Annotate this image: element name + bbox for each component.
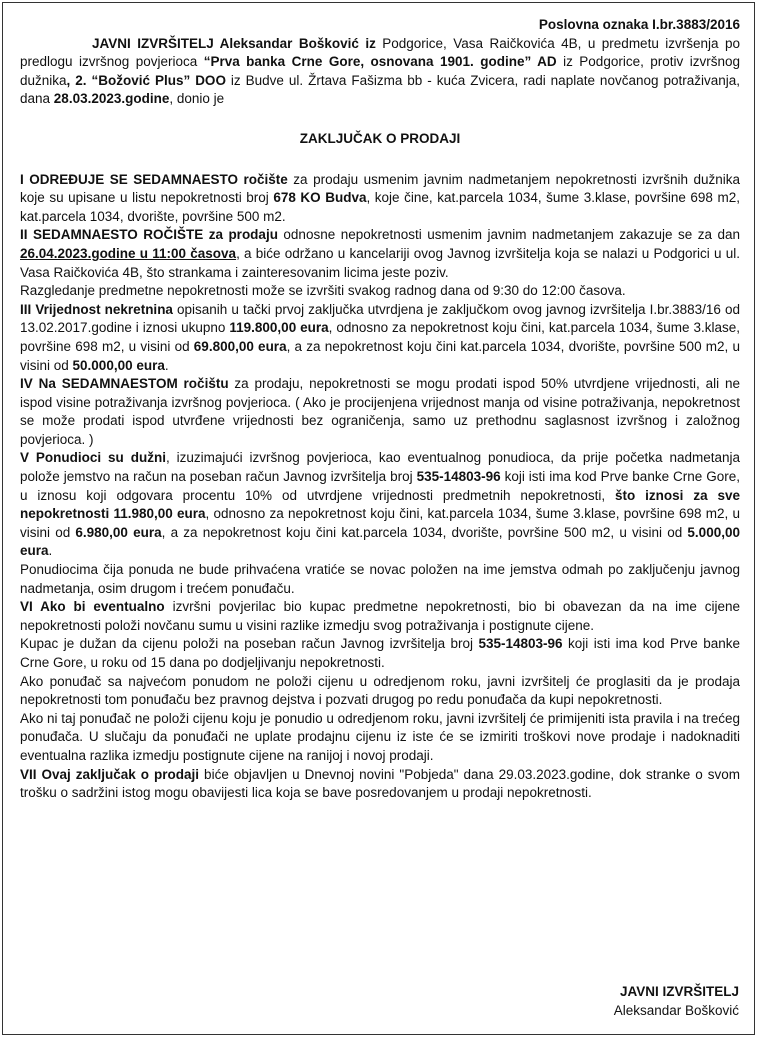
document-body xyxy=(20,16,740,803)
creditor-name: “Prva banka Crne Gore, osnovana 1901. godine” AD xyxy=(203,54,557,70)
signature-name: Aleksandar Bošković xyxy=(613,1002,739,1018)
section-3: III Vrijednost nekretnina opisanih u tački prvoj zaključka utvrdjena je zaključkom ovog javnog izvršitelja I.br.3883/16 od 13.02.2017.godine i iznosi ukupno 119.800,00 eura, odnosno za nepokretnost koju čini, kat.parcela 1034, šume 3.klase, površine 698 m2, u visini od 69.800,00 eura, a za nepokretnost koju čini kat.parcela 1034, dvorište, površine 500 m2, u visini od 50.000,00 eura. xyxy=(20,301,740,373)
enforcer-name: JAVNI IZVRŠITELJ Aleksandar Bošković iz xyxy=(92,35,376,51)
hearing-date: 26.04.2023.godine u 11:00 časova xyxy=(20,245,237,261)
section-1: I ODREĐUJE SE SEDAMNAESTO ročište za prodaju usmenim javnim nadmetanjem nepokretnosti izvršnih dužnika koje su upisane u listu nepokretnosti broj 678 KO Budva, koje čine, kat.parcela 1034, šume 3.klase, površine 698 m2, kat.parcela 1034, dvorište, površine 500 m2. xyxy=(20,171,741,224)
section-2: II SEDAMNAESTO ROČIŠTE za prodaju odnosne nepokretnosti usmenim javnim nadmetanjem zakazuje se za dan 26.04.2023.godine u 11:00 časova, a biće održano u kancelariji ovog Javnog izvršitelja koja se nalazi u Podgorici u ul. Vasa Raičkovića 4B, što strankama i zainteresovanim licima jeste poziv. xyxy=(20,227,740,280)
signature-role: JAVNI IZVRŠITELJ xyxy=(619,984,739,999)
default-paragraph-1: Ako ponuđač sa najvećom ponudom ne položi cijenu u odredjenom roku, javni izvršitelj će proglasiti da je prodaja nepokretnosti tom ponuđaču bez pravnog dejstva i pozvati drugog po redu ponuđača da kupi nepokretnosti. xyxy=(20,673,740,708)
payment-paragraph: Kupac je dužan da cijenu položi na poseban račun Javnog izvršitelja broj 535-14803-96 koji isti ima kod Prve banke Crne Gore, u roku od 15 dana po dodjeljivanju nepokretnosti. xyxy=(20,636,740,670)
decision-date: 28.03.2023.godine xyxy=(53,91,170,107)
account-number: 535-14803-96 xyxy=(416,469,501,485)
section-6: VI Ako bi eventualno izvršni povjerilac bio kupac predmetne nepokretnosti, bio bi obavezan da na ime cijene nepokretnosti položi novčanu sumu u visini razlike izmedju svog potraživanja i postignute cijene. xyxy=(20,599,740,633)
reference-number: Poslovna oznaka I.br.3883/2016 xyxy=(538,17,740,32)
section-5: V Ponudioci su dužni, izuzimajući izvršnog povjerioca, kao eventualnog ponudioca, da prije početka nadmetanja polože jemstvo na račun na poseban račun Javnog izvršitelja broj 535-14803-96 koji isti ima kod Prve banke Crne Gore, u iznosu koji odgovara procentu 10% od utvrdjene vrijednosti predmetnih nepokretnosti, što iznosi za sve nepokretnosti 11.980,00 eura, odnosno za nepokretnost koju čini, kat.parcela 1034, šume 3.klase, površine 698 m2, u visini od 6.980,00 eura, a za nepokretnost koju čini kat.parcela 1034, dvorište, površine 500 m2, u visini od 5.000,00 eura. xyxy=(20,450,741,559)
debtor-name: , 2. “Božović Plus” DOO xyxy=(66,72,226,88)
refund-paragraph: Ponudiocima čija ponuda ne bude prihvaćena vratiće se novac položen na ime jemstva odmah po zaključenju javnog nadmetanja, osim drugom i trećem ponuđaču. xyxy=(20,562,740,596)
section-4: IV Na SEDAMNAESTOM ročištu za prodaju, nepokretnosti se mogu prodati ispod 50% utvrdjene vrijednosti, ali ne ispod visine potraživanja izvršnog povjerioca. ( Ako je procijenjena vrijednost manja od visine potraživanja, nepokretnost se može prodati ispod utvrđene vrijednosti bez ograničenja, samo uz prethodnu saglasnost izvršnog i založnog povjerioca. ) xyxy=(20,376,740,447)
section-7: VII Ovaj zaključak o prodaji biće objavljen u Dnevnoj novini "Pobjeda" dana 29.03.2023.godine, dok stranke o svom trošku o sadržini istog mogu obavijesti lica koja se bave posredovanjem u prodaji nepokretnosti. xyxy=(20,766,740,801)
default-paragraph-2: Ako ni taj ponuđač ne položi cijenu koju je ponudio u odredjenom roku, javni izvršitelj će primijeniti ista pravila i na trećeg ponuđača. U slučaju da ponuđači ne uplate prodajnu cijenu iz iste će se izmiriti troškovi nove prodaje i nadoknaditi eventualna razlika izmedju postignute cijene na ranijoj i novoj prodaji. xyxy=(20,710,740,763)
signature-block xyxy=(614,983,739,1020)
intro-paragraph: JAVNI IZVRŠITELJ Aleksandar Bošković iz Podgorice, Vasa Raičkovića 4B, u predmetu izvršenja po predlogu izvršnog povjerioca “Prva banka Crne Gore, osnovana 1901. godine” AD iz Podgorice, protiv izvršnog dužnika, 2. “Božović Plus” DOO iz Budve ul. Žrtava Fašizma bb - kuća Zvicera, radi naplate novčanog potraživanja, dana 28.03.2023.godine, donio je xyxy=(20,35,741,107)
document-title: ZAKLJUČAK O PRODAJI xyxy=(299,130,461,146)
viewing-paragraph: Razgledanje predmetne nepokretnosti može se izvršiti svakog radnog dana od 9:30 do 12:00 časova. xyxy=(20,283,626,299)
